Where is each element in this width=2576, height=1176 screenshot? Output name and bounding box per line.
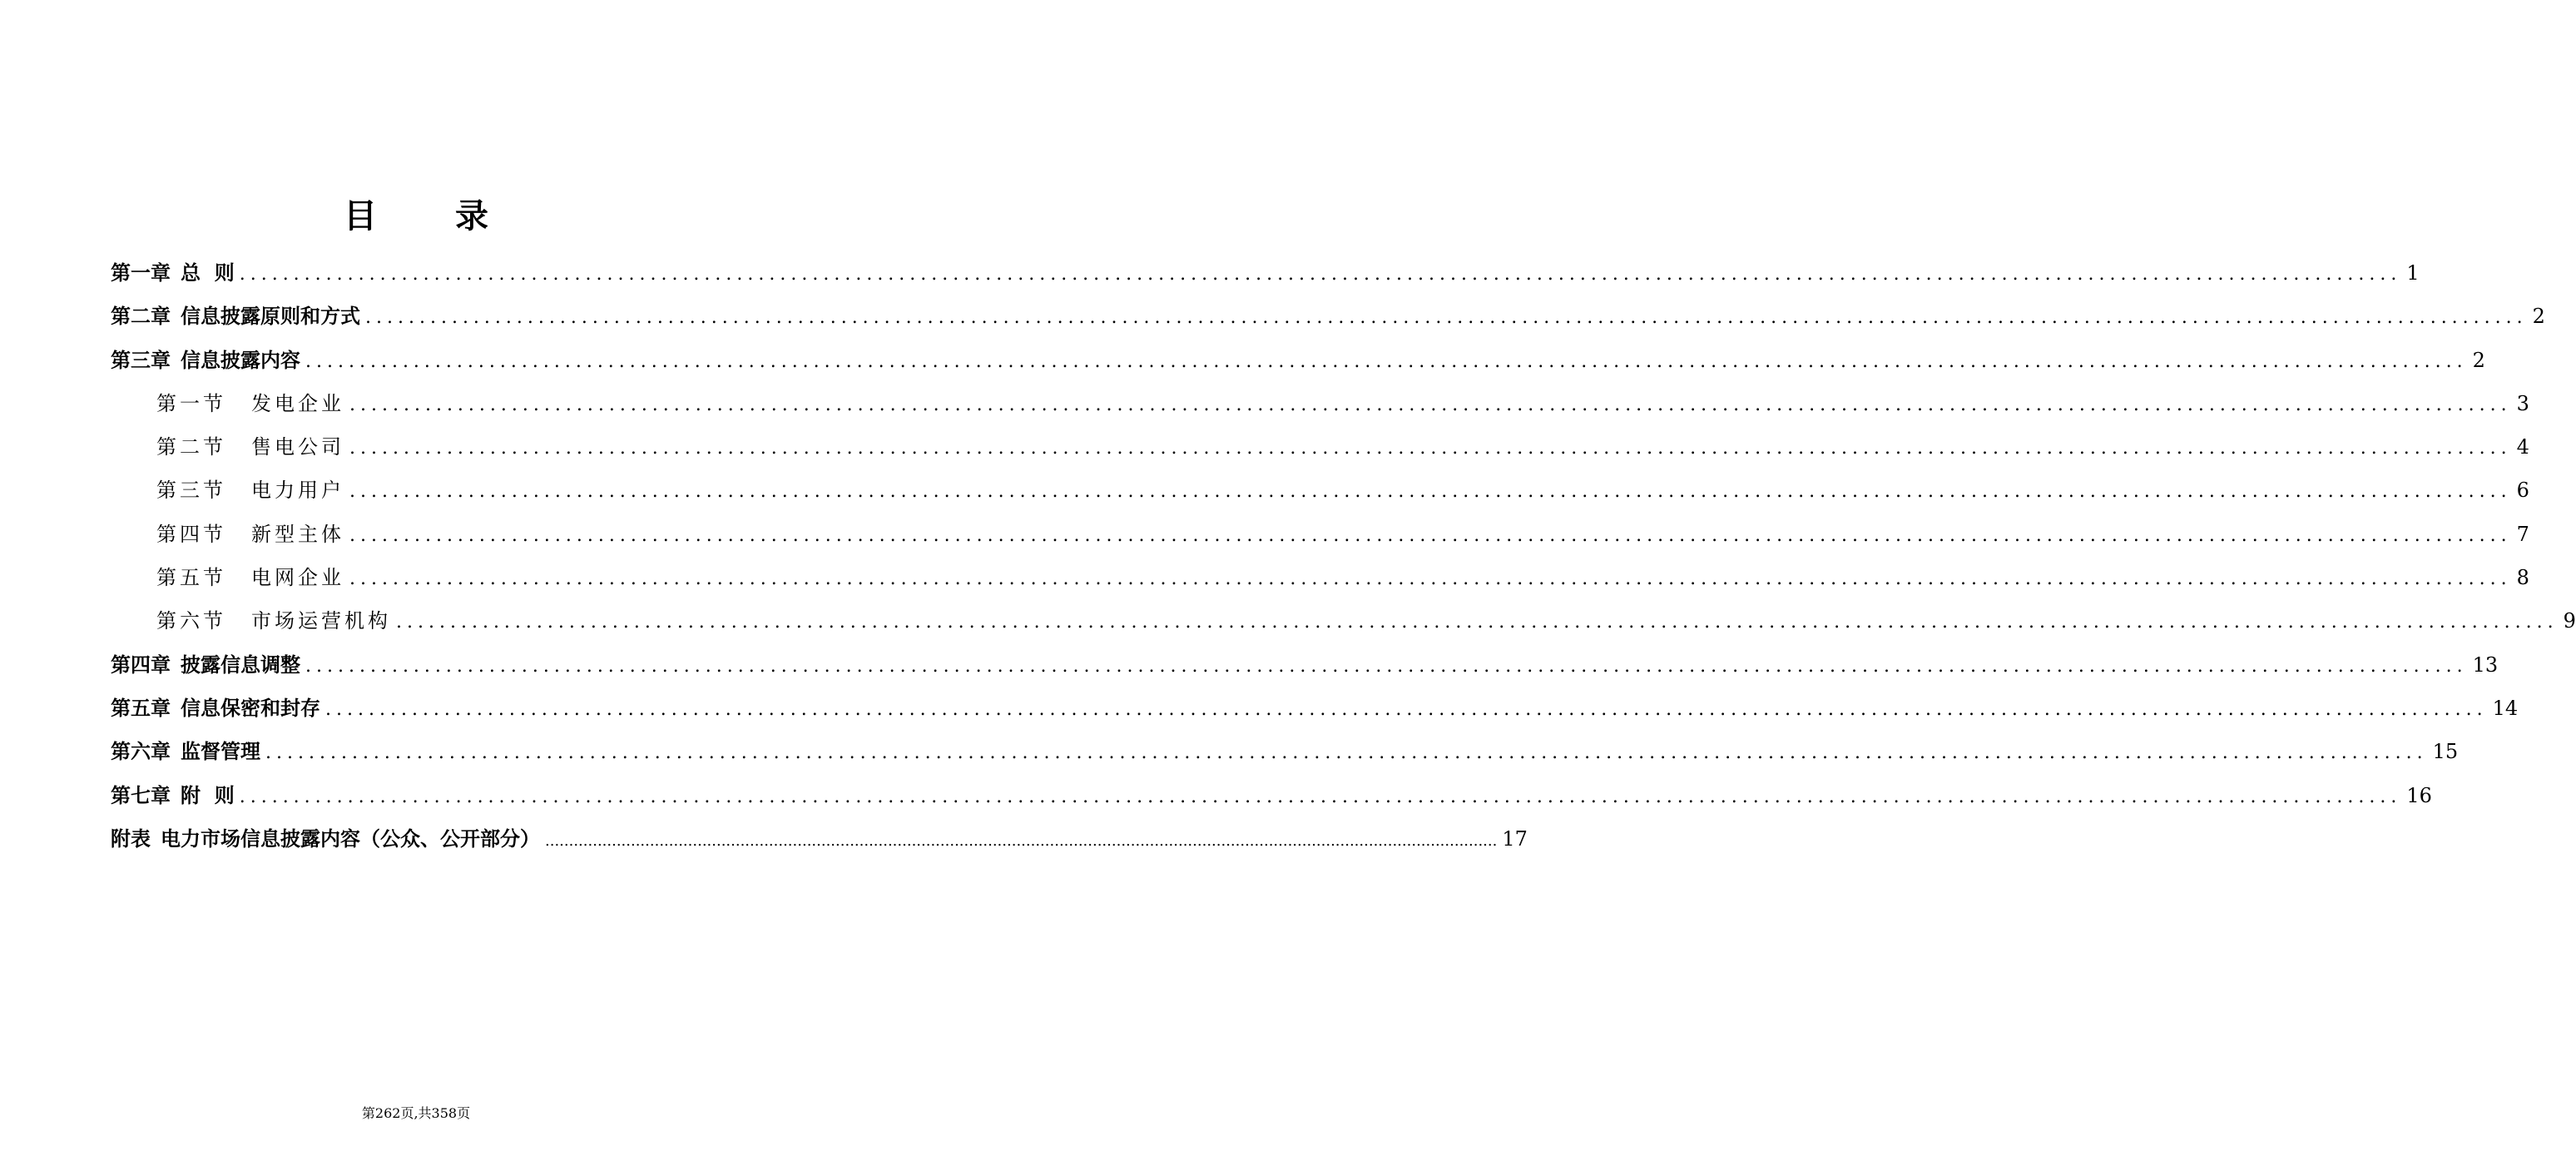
toc-leader-dots: ........................................................................................................................................................................................................	[305, 350, 2468, 372]
toc-entry-number: 第六章	[111, 740, 171, 764]
toc-leader-dots: ........................................................................................................................................................................................................	[365, 307, 2528, 329]
toc-entry-page: 17	[1502, 826, 1528, 851]
toc-entry-page: 14	[2492, 696, 2519, 720]
toc-entry[interactable]	[111, 643, 2499, 687]
toc-entry-page: 4	[2516, 435, 2529, 459]
toc-entry-number: 第二章	[111, 305, 171, 329]
toc-entry-label: 披露信息调整	[181, 653, 300, 677]
toc-entry-number: 附表	[111, 826, 151, 851]
toc-entry[interactable]	[111, 599, 2576, 643]
toc-entry-number: 第六节	[156, 609, 226, 633]
toc-entry-label: 电力市场信息披露内容（公众、公开部分）	[161, 826, 540, 851]
toc-leader-dots: ........................................................................................................................................................................................................	[325, 698, 2488, 720]
toc-entry-number: 第三章	[111, 348, 171, 372]
toc-entry-label: 新型主体	[251, 522, 344, 546]
toc-entry-page: 2	[2532, 305, 2545, 329]
toc-entry[interactable]	[111, 730, 2459, 773]
toc-entry-page: 3	[2516, 391, 2529, 415]
toc-entry-label: 总 则	[181, 261, 235, 285]
toc-entry-label: 监督管理	[181, 740, 260, 764]
toc-leader-dots: ........................................................................................................................................................................................................	[349, 568, 2512, 590]
toc-entry[interactable]	[111, 382, 2529, 425]
toc-leader-dots: ........................................................................................................................................................................................................	[396, 612, 2559, 633]
toc-entry-number: 第四章	[111, 653, 171, 677]
toc-entry[interactable]	[111, 295, 2545, 338]
toc-entry-page: 2	[2472, 348, 2485, 372]
toc-entry-label: 附 则	[181, 783, 235, 807]
toc-entry[interactable]	[111, 556, 2529, 599]
toc-entry-label: 信息保密和封存	[181, 696, 320, 720]
toc-entry[interactable]	[111, 425, 2529, 469]
toc-entry-page: 8	[2516, 566, 2529, 590]
toc-leader-dots: ........................................................................................................................................................................................................	[265, 742, 2428, 764]
toc-entry-number: 第五节	[156, 566, 226, 590]
toc-leader-dots: ........................................................................................................................................................................................................	[349, 481, 2512, 503]
toc-leader-dots: ........................................................................................................................................................................................................	[239, 264, 2402, 285]
toc-entry[interactable]	[111, 687, 2519, 730]
toc-entry[interactable]	[111, 817, 1528, 861]
toc-entry-number: 第七章	[111, 783, 171, 807]
toc-entry-page: 1	[2406, 261, 2420, 285]
toc-entry-label: 信息披露内容	[181, 348, 300, 372]
toc-leader-dots: ........................................................................................................................................................................................................	[239, 786, 2402, 807]
toc-leader-dots: ........................................................................................................................................................................................................	[349, 394, 2512, 415]
toc-entry-label: 信息披露原则和方式	[181, 305, 360, 329]
toc-entry-label: 发电企业	[251, 391, 344, 415]
toc-entry[interactable]	[111, 469, 2529, 512]
toc-leader-dots: ........................................................................................................................................................................................................	[545, 831, 1498, 850]
toc-entry[interactable]	[111, 251, 2420, 295]
toc-entry-label: 电网企业	[251, 566, 344, 590]
toc-entry-label: 市场运营机构	[251, 609, 391, 633]
toc-entry-page: 15	[2432, 740, 2459, 764]
toc-title: 目 录	[344, 196, 522, 236]
toc-entry-page: 9	[2563, 609, 2576, 633]
toc-entry-number: 第一节	[156, 391, 226, 415]
toc-entry-number: 第四节	[156, 522, 226, 546]
toc-entry[interactable]	[111, 774, 2432, 817]
toc-entry[interactable]	[111, 339, 2485, 382]
toc-entry-number: 第一章	[111, 261, 171, 285]
toc-entry-label: 电力用户	[251, 479, 344, 503]
toc-entry-page: 16	[2406, 783, 2432, 807]
toc-leader-dots: ........................................................................................................................................................................................................	[349, 438, 2512, 459]
toc-entry-page: 7	[2516, 522, 2529, 546]
toc-entry-page: 13	[2472, 653, 2499, 677]
toc-entry-number: 第五章	[111, 696, 171, 720]
toc-entry-page: 6	[2516, 479, 2529, 503]
toc-list	[111, 251, 2576, 861]
toc-entry-label: 售电公司	[251, 435, 344, 459]
toc-leader-dots: ........................................................................................................................................................................................................	[349, 524, 2512, 546]
toc-leader-dots: ........................................................................................................................................................................................................	[305, 655, 2468, 677]
toc-entry-number: 第二节	[156, 435, 226, 459]
toc-entry-number: 第三节	[156, 479, 226, 503]
toc-entry[interactable]	[111, 513, 2529, 556]
page-footer: 第262页,共358页	[361, 1105, 471, 1121]
